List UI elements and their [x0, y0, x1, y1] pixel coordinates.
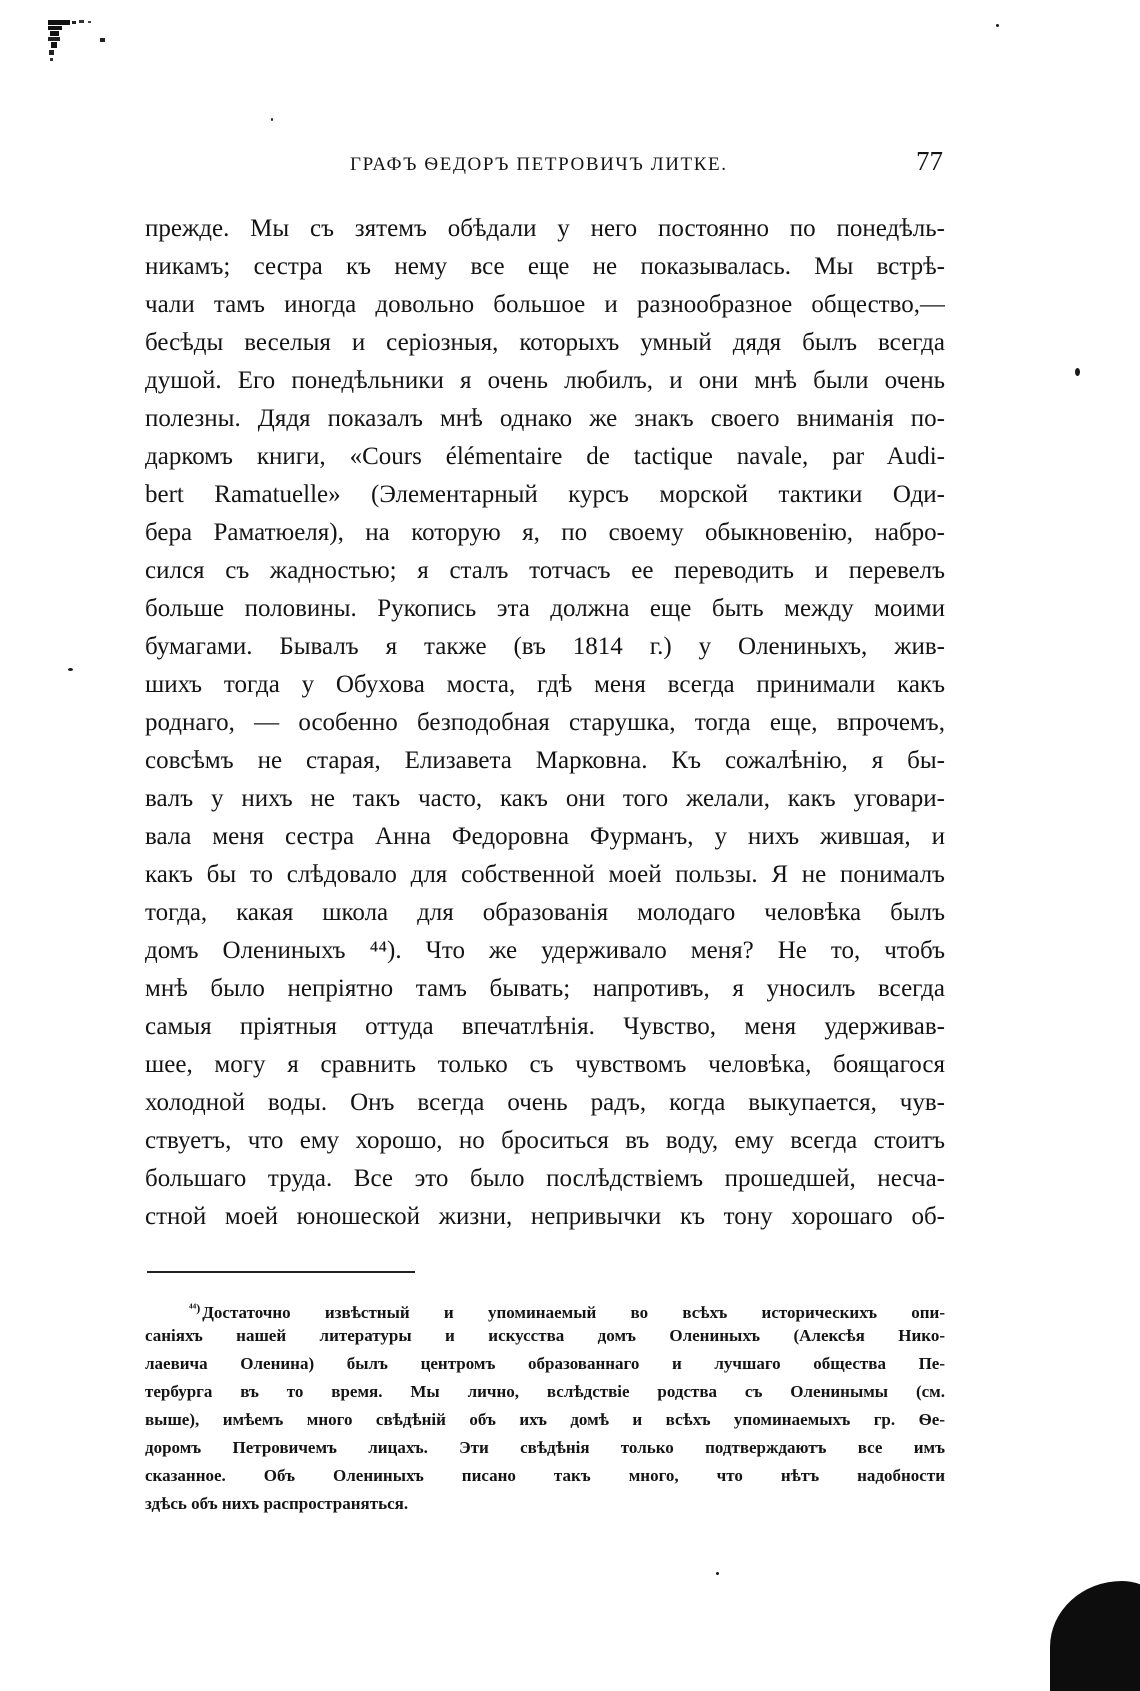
text-line: никамъ; сестра къ нему все еще не показывалась. Мы встрѣ- [145, 253, 945, 280]
scan-speck [996, 24, 999, 27]
footnote-line: тербурга въ то время. Мы лично, вслѣдствіе родства съ Оленинымы (см. [145, 1382, 945, 1401]
text-line: прежде. Мы съ зятемъ обѣдали у него постоянно по понедѣль- [145, 215, 945, 242]
text-line: какъ бы то слѣдовало для собственной моей пользы. Я не понималъ [145, 861, 945, 888]
footnote-line-text: Достаточно извѣстный и упоминаемый во всѣхъ историческихъ опи- [202, 1303, 945, 1322]
scan-corner-mark [48, 20, 106, 68]
running-head-title: ГРАФЪ ѲЕДОРЪ ПЕТРОВИЧЪ ЛИТКЕ. [350, 154, 728, 175]
text-line: бумагами. Бывалъ я также (въ 1814 г.) у Олениныхъ, жив- [145, 633, 945, 660]
text-line: ствуетъ, что ему хорошо, но броситься въ воду, ему всегда стоитъ [145, 1127, 945, 1154]
footnote-line: сказанное. Объ Олениныхъ писано такъ много, что нѣтъ надобности [145, 1466, 945, 1485]
footnote-line [145, 1294, 945, 1322]
footnote [145, 1294, 945, 1518]
text-line: бесѣды веселыя и серіозныя, которыхъ умный дядя былъ всегда [145, 329, 945, 356]
text-line: шее, могу я сравнить только съ чувствомъ человѣка, боящагося [145, 1051, 945, 1078]
scan-speck [271, 118, 273, 121]
text-line: стной моей юношеской жизни, непривычки къ тону хорошаго об- [145, 1203, 945, 1230]
scan-speck [1075, 368, 1080, 376]
footnote-separator [147, 1271, 415, 1273]
running-head [145, 146, 945, 180]
footnote-line: саніяхъ нашей литературы и искусства домъ Олениныхъ (Алексѣя Нико- [145, 1326, 945, 1345]
scan-edge-shadow [1050, 1581, 1140, 1691]
text-line: домъ Олениныхъ ⁴⁴). Что же удерживало меня? Не то, чтобъ [145, 937, 945, 964]
text-line: больше половины. Рукопись эта должна еще быть между моими [145, 595, 945, 622]
scan-artifact-icon [48, 20, 106, 68]
text-line: вала меня сестра Анна Федоровна Фурманъ, у нихъ жившая, и [145, 823, 945, 850]
text-line: холодной воды. Онъ всегда очень радъ, когда выкупается, чув- [145, 1089, 945, 1116]
text-line: валъ у нихъ не такъ часто, какъ они того желали, какъ уговари- [145, 785, 945, 812]
footnote-line: лаевича Оленина) былъ центромъ образованнаго и лучшаго общества Пе- [145, 1354, 945, 1373]
page-number: 77 [916, 146, 943, 176]
text-line: роднаго, — особенно безподобная старушка, тогда еще, впрочемъ, [145, 709, 945, 736]
scan-speck [716, 1572, 719, 1575]
text-line: полезны. Дядя показалъ мнѣ однако же знакъ своего вниманія по- [145, 405, 945, 432]
text-line: душой. Его понедѣльники я очень любилъ, и они мнѣ были очень [145, 367, 945, 394]
text-line: bert Ramatuelle» (Элементарный курсъ морской тактики Оди- [145, 481, 945, 508]
body-text [145, 210, 945, 1236]
scan-speck [68, 668, 73, 671]
text-line: мнѣ было непріятно тамъ бывать; напротивъ, я уносилъ всегда [145, 975, 945, 1002]
footnote-line: здѣсь объ нихъ распространяться. [145, 1494, 409, 1513]
text-line: самыя пріятныя оттуда впечатлѣнія. Чувство, меня удерживав- [145, 1013, 945, 1040]
text-line: шихъ тогда у Обухова моста, гдѣ меня всегда принимали какъ [145, 671, 945, 698]
footnote-marker: ⁴⁴) [189, 1301, 201, 1315]
footnote-line: выше), имѣемъ много свѣдѣній объ ихъ домѣ и всѣхъ упоминаемыхъ гр. Ѳе- [145, 1410, 945, 1429]
text-line: тогда, какая школа для образованія молодаго человѣка былъ [145, 899, 945, 926]
text-line: сился съ жадностью; я сталъ тотчасъ ее переводить и перевелъ [145, 557, 945, 584]
footnote-line: доромъ Петровичемъ лицахъ. Эти свѣдѣнія только подтверждаютъ все имъ [145, 1438, 945, 1457]
text-line: бера Раматюеля), на которую я, по своему обыкновенію, набро- [145, 519, 945, 546]
text-line: чали тамъ иногда довольно большое и разнообразное общество,— [145, 291, 945, 318]
text-line: совсѣмъ не старая, Елизавета Марковна. Къ сожалѣнію, я бы- [145, 747, 945, 774]
text-line: даркомъ книги, «Cours élémentaire de tactique navale, par Audi- [145, 443, 945, 470]
text-line: большаго труда. Все это было послѣдствіемъ прошедшей, несча- [145, 1165, 945, 1192]
